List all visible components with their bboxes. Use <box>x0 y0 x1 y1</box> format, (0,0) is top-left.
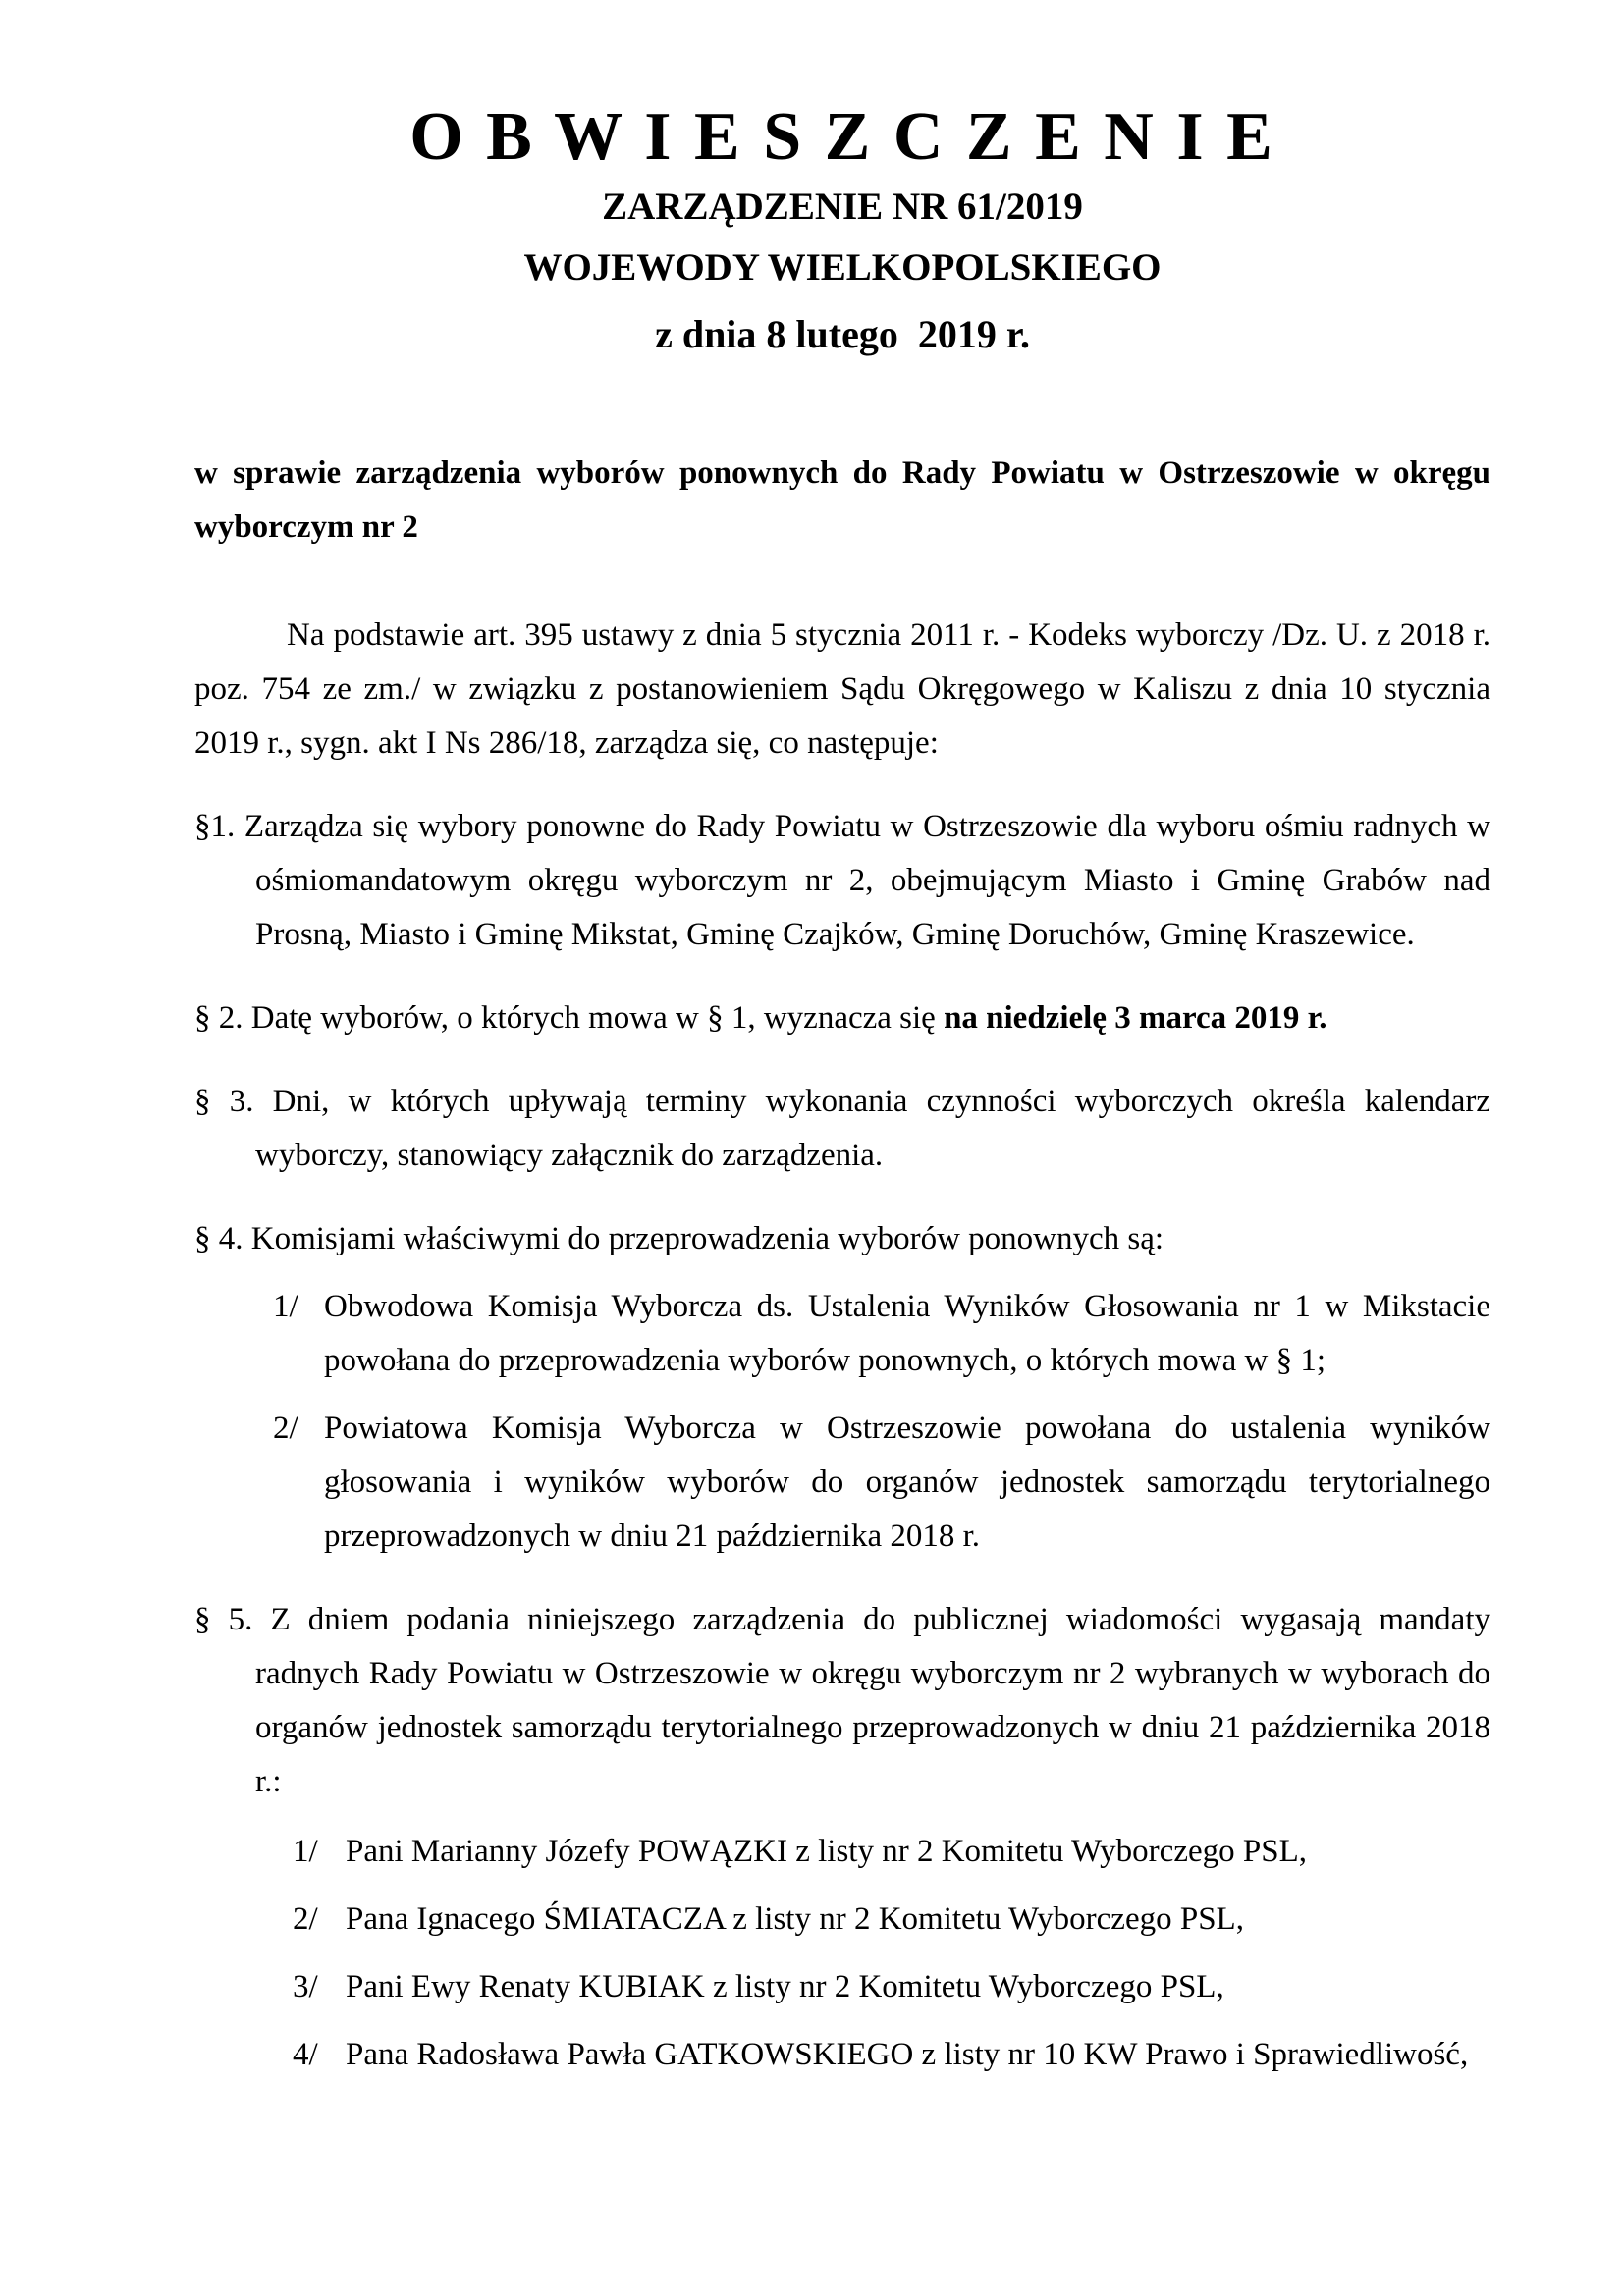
document-title: O B W I E S Z C Z E N I E <box>409 99 1275 175</box>
section-5-paragraph <box>194 1593 1490 1809</box>
item-text: Pana Ignacego ŚMIATACZA z listy nr 2 Komitetu Wyborczego PSL, <box>346 1901 1244 1937</box>
item-marker: 1/ <box>293 1834 318 1869</box>
item-text: Pana Radosława Pawła GATKOWSKIEGO z listy nr 10 KW Prawo i Sprawiedliwość, <box>346 2037 1469 2072</box>
intro-paragraph: Na podstawie art. 395 ustawy z dnia 5 stycznia 2011 r. - Kodeks wyborczy /Dz. U. z 2018 r. poz. 754 ze zm./ w związku z postanowieniem Sądu Okręgowego w Kaliszu z dnia 10 stycznia 2019 r., sygn. akt I Ns 286/18, zarządza się, co następuje: <box>194 617 1490 761</box>
section-3-paragraph <box>194 1075 1490 1183</box>
list-item-councillor-4 <box>293 2028 1490 2082</box>
item-text: Pani Marianny Józefy POWĄZKI z listy nr 2 Komitetu Wyborczego PSL, <box>346 1834 1307 1869</box>
date-line: z dnia 8 lutego 2019 r. <box>655 312 1030 356</box>
section-3-label: § 3. <box>194 1084 254 1119</box>
section-4-paragraph <box>194 1212 1490 1266</box>
section-4-items <box>273 1280 1490 1564</box>
item-marker: 2/ <box>293 1901 318 1937</box>
section-1-label: §1. <box>194 809 236 844</box>
item-text: Obwodowa Komisja Wyborcza ds. Ustalenia Wyników Głosowania nr 1 w Mikstacie powołana do przeprowadzenia wyborów ponownych, o których mowa w § 1; <box>324 1289 1490 1378</box>
item-marker: 2/ <box>273 1411 298 1446</box>
section-2-text: Datę wyborów, o których mowa w § 1, wyznacza się <box>250 1000 945 1036</box>
item-text: Pani Ewy Renaty KUBIAK z listy nr 2 Komitetu Wyborczego PSL, <box>346 1969 1224 2004</box>
list-item-commission-2 <box>273 1402 1490 1564</box>
section-1-text: Zarządza się wybory ponowne do Rady Powiatu w Ostrzeszowie dla wyboru ośmiu radnych w ośmiomandatowym okręgu wyborczym nr 2, obejmującym Miasto i Gminę Grabów nad Prosną, Miasto i Gminę Mikstat, Gminę Czajków, Gminę Doruchów, Gminę Kraszewice. <box>244 809 1490 952</box>
item-marker: 1/ <box>273 1289 298 1324</box>
list-item-councillor-3 <box>293 1960 1490 2014</box>
section-1-paragraph <box>194 800 1490 962</box>
section-5-text: Z dniem podania niniejszego zarządzenia do publicznej wiadomości wygasają mandaty radnych Rady Powiatu w Ostrzeszowie w okręgu wyborczym nr 2 wybranych w wyborach do organów jednostek samorządu terytorialnego przeprowadzonych w dniu 21 października 2018 r.: <box>255 1602 1490 1799</box>
section-4-label: § 4. <box>194 1221 244 1256</box>
list-item-councillor-2 <box>293 1893 1490 1947</box>
section-2-paragraph <box>194 991 1490 1045</box>
section-3-text: Dni, w których upływają terminy wykonania czynności wyborczych określa kalendarz wyborczy, stanowiący załącznik do zarządzenia. <box>255 1084 1490 1173</box>
section-2-label: § 2. <box>194 1000 244 1036</box>
item-marker: 4/ <box>293 2037 318 2072</box>
section-2-bold-date: na niedzielę 3 marca 2019 r. <box>944 1000 1327 1036</box>
section-5-items <box>293 1825 1490 2082</box>
list-item-councillor-1 <box>293 1825 1490 1879</box>
section-5-label: § 5. <box>194 1602 253 1637</box>
subject-paragraph: w sprawie zarządzenia wyborów ponownych do Rady Powiatu w Ostrzeszowie w okręgu wyborczym nr 2 <box>194 455 1490 545</box>
section-4-text: Komisjami właściwymi do przeprowadzenia wyborów ponownych są: <box>250 1221 1164 1256</box>
authority-line: WOJEWODY WIELKOPOLSKIEGO <box>523 246 1162 289</box>
item-text: Powiatowa Komisja Wyborcza w Ostrzeszowie powołana do ustalenia wyników głosowania i wyników wyborów do organów jednostek samorządu terytorialnego przeprowadzonych w dniu 21 października 2018 r. <box>324 1411 1490 1554</box>
item-marker: 3/ <box>293 1969 318 2004</box>
list-item-commission-1 <box>273 1280 1490 1388</box>
ordinance-number-line: ZARZĄDZENIE NR 61/2019 <box>602 186 1083 228</box>
